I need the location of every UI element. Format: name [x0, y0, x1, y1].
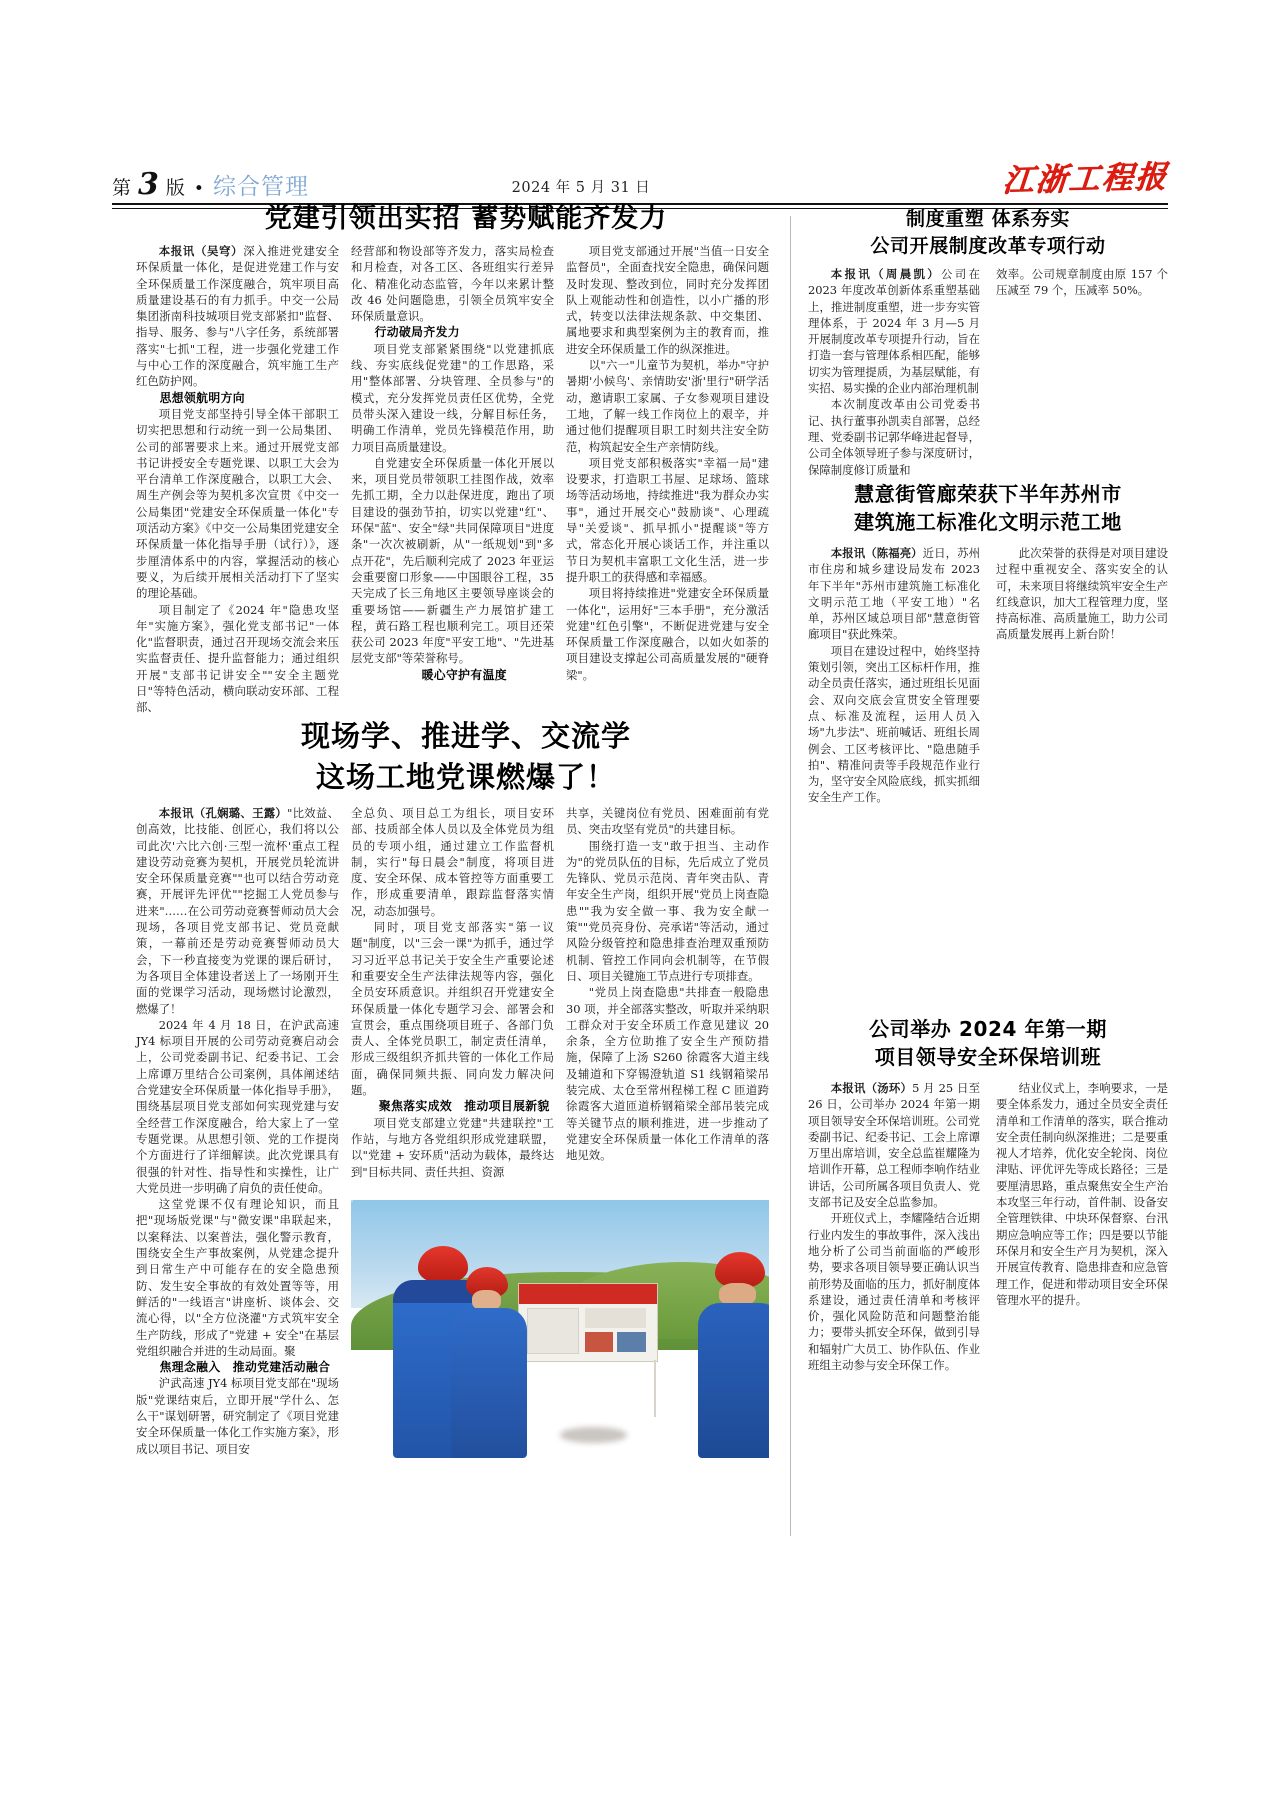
rail-article3-headline: [808, 1015, 1168, 1071]
rail-article1-body: [808, 266, 1168, 478]
paragraph: 这堂党课不仅有理论知识，而且把"现场版党课"与"微安课"串联起来，以案释法、以案普法，强化警示教育，围绕安全生产事故案例，从党建念提升到日常生产中可能存在的安全隐患预防、发生安全事故的有效处置等等，用鲜活的"一线语言"讲座析、谈体会、交流心得，以"全方位浇灌"方式筑牢安全生产防线，形成了"党建 + 安全"在基层党组织融合并进的生动局面。聚: [136, 1197, 339, 1358]
article2-headline-line1: 现场学、推进学、交流学: [300, 719, 631, 753]
byline: 本报讯（陈福亮）: [830, 546, 923, 560]
rail-article3-column-2: [996, 1080, 1168, 1373]
photo-red-helmet-a: [418, 1246, 468, 1282]
rail-article1-headline-line1: 制度重塑 体系夯实: [905, 208, 1070, 230]
article2-column-2: [351, 805, 554, 1195]
photo-display-board: [518, 1283, 658, 1362]
rail-article3-headline-line2: 项目领导安全环保培训班: [874, 1045, 1102, 1069]
photo-board-photo-2: [585, 1332, 613, 1352]
photo-worker-b-uniform: [451, 1308, 526, 1458]
paragraph: "党员上岗查隐患"共排查一般隐患 30 项，并全部落实整改，听取并采纳职工群众对于安全环质工作意见建议 20 余条，全方位助推了安全生产预防措施，保障了上汤 S260 徐霞客大道主线及辅道和下穿锡澄轨道 S1 线钢箱梁吊装完成、太仓至常州程梯工程 C 匝道跨徐霞客大道匝道桥钢箱梁全部吊装完成等关键节点的顺利推进，进一步推动了党建安全环保质量一体化工作清单的落地见效。: [566, 985, 769, 1163]
folio-separator-dot: •: [193, 179, 204, 199]
folio-suffix: 版: [165, 177, 185, 199]
article2-headline-line2: 这场工地党课燃爆了！: [315, 760, 616, 794]
paragraph: 项目党支部通过开展"当值一日安全监督员"，全面查找安全隐患，确保问题及时发现、整改到位，同时充分发挥团队上观能动性和创造性，以小广播的形式，转变以法律法规条款、中交集团、属地要求和典型案例为主的教育而，推进安全环保质量工作的纵深推进。: [566, 244, 769, 356]
article1-subhead-3: 暖心守护有温度: [421, 667, 507, 682]
paragraph: 围绕打造一支"敢于担当、主动作为"的党员队伍的目标，先后成立了党员先锋队、党员示范岗、青年突击队、青年安全生产岗，组织开展"党员上岗查隐患""我为安全做一事、我为安全献一策""党员亮身份、亮承诺"等活动，通过风险分级管控和隐患排查治理双重预防机制、管控工作同向会机制等，在节假日、项目关键施工节点进行专项排查。: [566, 838, 769, 983]
paragraph: 共享，关键岗位有党员、困难面前有党员、突击攻坚有党员"的共建目标。: [566, 806, 769, 837]
rail-article1-headline: [808, 206, 1168, 260]
rail-article2-column-1: [808, 545, 980, 806]
photo-board-leg-right: [654, 1360, 656, 1417]
paragraph: 效率。公司规章制度由原 157 个压减至 79 个，压减率 50%。: [996, 267, 1168, 298]
article1-column-2: [351, 243, 554, 693]
paragraph: 开班仪式上，李耀隆结合近期行业内发生的事故事件，深入浅出地分析了公司当前面临的严峻形势，要求各项目领导要正确认识当前形势及面临的压力，抓好制度体系建设，通过责任清单和考核评价，强化风险防范和问题整治能力；要带头抓安全环保，做到引导和辐射广大员工、协作队伍、作业班组主动参与安全环保工作。: [808, 1211, 980, 1373]
paragraph: 本次制度改革由公司党委书记、执行董事孙凯卖自部署，总经理、党委副书记郭华峰进起督导，公司全体领导班子参与深度研讨，保障制度修订质量和: [808, 397, 980, 477]
paragraph-text: 深入推进党建安全环保质量一体化，是促进党建工作与安全环保质量工作深度融合，筑牢项目高质量建设基石的有力抓手。中交一公局集团浙南科技城项目党支部紧扣"监督、指导、服务、参与"八字任务，系统部署落实"七抓"工程，进一步强化党建工作与中心工作的深度融合，筑牢施工生产红色防护网。: [136, 244, 339, 389]
paragraph: [136, 243, 339, 390]
paragraph: 2024 年 4 月 18 日，在沪武高速 JY4 标项目开展的公司劳动竞赛启动会上，公司党委副书记、纪委书记、工会上席谭万里结合公司案例，具体阐述结合党建安全环保质量一体化指导手册》，围绕基层项目党支部如何实现党建与安全经营工作深度融合，给大家上了一堂专题党课。从思想引领、党的工作提岗个方面进行了详细解读。此次党课具有很强的针对性、指导性和实操性，让广大党员进一步明确了肩负的责任使命。: [136, 1017, 339, 1195]
paragraph: [808, 545, 980, 643]
folio-prefix: 第: [112, 177, 132, 199]
masthead: [112, 148, 1168, 200]
rail-article3-body: [808, 1080, 1168, 1373]
paragraph-text: 公司在 2023 年度改革创新体系重塑基础上，推进制度重塑，进一步夯实管理体系，于 2024 年 3 月—5 月开展制度改革专项提升行动，旨在打造一套与管理体系相匹配，能够切实为管理提质，为基层赋能，有实招、易实操的企业内部治理机制: [808, 267, 980, 396]
paragraph-text: 近日，苏州市住房和城乡建设局发布 2023 年下半年"苏州市建筑施工标准化文明示范工地（平安工地）"名单，苏州区域总项目部"慧意街管廊项目"获此殊荣。: [808, 546, 980, 642]
photo-board-header: [519, 1284, 657, 1304]
photo-board-photo-1: [585, 1308, 646, 1328]
article1-headline: 党建引领出实招 蓄势赋能齐发力: [264, 203, 668, 234]
rail-article2-column-2: [996, 545, 1168, 806]
paragraph: 同时，项目党支部落实"第一议题"制度，以"三会一课"为抓手，通过学习习近平总书记关于安全生产重要论述和重要安全生产法律法规等内容，强化全员安环质意识。并组织召开党建安全环保质量一体化专题学习会、部署会和宣贯会，重点围绕项目班子、各部门负责人、全体党员职工，制定责任清单，形成三级组织齐抓共管的一体化工作局面，确保同频共振、同向发力解决问题。: [351, 920, 554, 1098]
article2-column-3: [566, 805, 769, 1195]
byline: 本报讯（吴穹）: [158, 244, 244, 258]
article2-column-1: [136, 805, 339, 1456]
section-name: 综合管理: [212, 174, 309, 200]
paragraph: 项目党支部坚持引导全体干部职工切实把思想和行动统一到一公局集团、公司的部署要求上来。通过开展党支部书记讲授安全专题党课、以职工大会为平台清单工作深度融合，以职工大会、周生产例会等为契机多次宣贯《中交一公局集团"党建安全环保质量一体化"专项活动方案》《中交一公局集团党建安全环保质量一体化指导手册（试行）》，逐步厘清体系中的内容，掌握活动的核心要义，为后续开展相关活动打下了坚实的理论基础。: [136, 406, 339, 601]
paragraph: 项目将持续推进"党建安全环保质量一体化"，运用好"三本手册"，充分激活党建"红色引擎"，不断促进党建与安全环保质量工作深度融合，以如火如荼的项目建设支撑起公司高质量发展的"硬脊梁"。: [566, 586, 769, 682]
rail-article2-headline-line1: 慧意街管廊荣获下半年苏州市: [854, 482, 1122, 506]
article1-column-1: [136, 243, 339, 715]
photo-scene: [351, 1200, 769, 1458]
paragraph: [136, 805, 339, 1017]
byline: 本报讯（周晨凯）: [830, 267, 942, 281]
paragraph: 自党建安全环保质量一体化开展以来，项目党员带领职工挂图作战，效率先抓工期，全力以赴保进度，跑出了项目建设的强劲节拍，切实以党建"红"、环保"蓝"、安全"绿"共同保障项目"进度条"一次次被刷新，从"一纸规划"到"多点开花"，先后顺利完成了 2023 年亚运会重要窗口形象——中国眼谷工程，35 天完成了长三角地区主要领导座谈会的重要场馆——新疆生产力展馆扩建工程，黄石路工程也顺利完工。项目还荣获公司 2023 年度"平安工地"、"先进基层党支部"等荣誉称号。: [351, 455, 554, 666]
article2-subhead-1: 焦理念融入 推动党建活动融合: [159, 1360, 331, 1375]
rail-article1-column-2: [996, 266, 1168, 478]
paragraph: 项目党支部积极落实"幸福一局"建设要求，打造职工书屋、足球场、篮球场等活动场地，持续推进"我为群众办实事"，通过开展交心"鼓励谈"、心理疏导"关爱谈"、抓早抓小"提醒谈"等方式，常态化开展心谈话工作，并注重以节日为契机丰富职工文化生活，进一步提升职工的获得感和幸福感。: [566, 455, 769, 584]
article1-subhead-2: 行动破局齐发力: [374, 325, 460, 340]
rail-article2-headline: [808, 480, 1168, 536]
photo-board-text-panel: [527, 1308, 579, 1353]
paragraph: 项目制定了《2024 年"隐患攻坚年"实施方案》，强化党支部书记"一体化"监督职责，通过召开现场交流会来压实监督责任、提升监督能力；通过组织开展"支部书记讲安全""安全主题党日"等特色活动，横向联动安环部、工程部、: [136, 602, 339, 715]
rail-article2-headline-line2: 建筑施工标准化文明示范工地: [854, 510, 1122, 534]
rail-article2-body: [808, 545, 1168, 806]
paragraph: 经营部和物设部等齐发力，落实局检查和月检查，对各工区、各班组实行差异化、精准化动态监管，今年以来累计整改 46 处问题隐患，引领全员筑牢安全环保质量意识。: [351, 244, 554, 324]
photo-worker-c-uniform: [698, 1303, 769, 1458]
article1-column-3: [566, 243, 769, 693]
paragraph: 结业仪式上，李响要求，一是要全体系发力，通过全员安全责任清单和工作清单的落实，联合推动安全责任制向纵深推进；二是要重视人才培养，优化安全轮岗、岗位津贴、评优评先等成长路径；三是要厘清思路，重点聚焦安全生产治本攻坚三年行动，首件制、设备安全管理铁律、中块环保督察、台汛期应急响应等工作；四是要以节能环保月和安全生产月为契机，深入开展宣传教育、隐患排查和应急管理工作，促进和带动项目安全环保管理水平的提升。: [996, 1081, 1168, 1307]
publication-date: 2024 年 5 月 31 日: [511, 180, 651, 196]
article2-headline: [136, 716, 796, 798]
paragraph: 全总负、项目总工为组长，项目安环部、技质部全体人员以及全体党员为组员的专项小组，通过建立工作监督机制，实行"每日晨会"制度，将项目进度、安全环保、成本管控等方面重要工作，形成重要清单，跟踪监督落实情况，动态加强号。: [351, 806, 554, 918]
paragraph: [808, 1080, 980, 1210]
paragraph: 此次荣誉的获得是对项目建设过程中重视安全、落实安全的认可，未来项目将继续筑牢安全生产红线意识，加大工程管理力度，坚持高标准、高质量施工，助力公司高质量发展再上新台阶！: [996, 546, 1168, 642]
paragraph: [808, 266, 980, 396]
paragraph: 沪武高速 JY4 标项目党支部在"现场版"党课结束后，立即开展"学什么、怎么干"谋划研署，研究制定了《项目党建安全环保质量一体化工作实施方案》，形成以项目书记、项目安: [136, 1376, 339, 1456]
paragraph-text: "比效益、创高效，比技能、创匠心，我们将以公司此次'六比六创·三型一流杯'重点工程建设劳动竞赛为契机，开展党员轮流讲安全环保质量竞赛""也可以结合劳动竞赛，开展评先评优""挖掘工人党员参与进来"……在公司劳动竞赛誓师动员大会现场，各项目党支部书记、党员竞献策，一幕前还是劳动竞赛誓师动员大会，下一秒直接变为党课的课后研讨，为各项目全体建设者送上了一场刚开生面的党课学习活动，现场燃讨论激烈，燃爆了！: [136, 806, 339, 1016]
photo-board-photo-3: [617, 1332, 646, 1352]
paragraph: 项目在建设过程中，始终坚持策划引领，突出工区标杆作用，推动全员责任落实，通过班组长见面会、双向交底会宣贯安全管理要点、标准及流程，运用人员入场"九步法"、班前喊话、班组长周例会、工区考核评比、"隐患随手拍"、精准问责等手段规范作业行为，坚守安全风险底线，抓实抓细安全生产工作。: [808, 643, 980, 805]
paragraph: 项目党支部建立党建"共建联控"工作站，与地方各党组织形成党建联盟，以"党建 + 安环质"活动为载体，最终达到"目标共同、责任共担、资源: [351, 1115, 554, 1179]
rail-divider: [790, 216, 791, 1536]
rail-article3-headline-line1: 公司举办 2024 年第一期: [869, 1017, 1107, 1041]
paragraph-text: 5 月 25 日至 26 日，公司举办 2024 年第一期项目领导安全环保培训班。公司党委副书记、纪委书记、工会上席谭万里出席培训，安全总监崔耀隆为培训作开幕，总工程师李响作结业讲话，公司所属各项目负责人、党支部书记及安全总监参加。: [808, 1081, 980, 1210]
article2-photo: [351, 1200, 769, 1458]
rail-article3-column-1: [808, 1080, 980, 1373]
byline: 本报讯（孔娴璐、王露）: [158, 806, 288, 820]
newspaper-nameplate: 江浙工程报: [1001, 158, 1170, 200]
paragraph: 以"六一"儿童节为契机，举办"守护暑期'小候鸟'、亲情助安'浙'里行"研学活动，邀请职工家属、子女参观项目建设工地，了解一线工作岗位上的艰辛，并通过他们提醒项目职工时刻共注安全防范，构筑起安全生产亲情防线。: [566, 358, 769, 454]
byline: 本报讯（汤环）: [830, 1081, 913, 1095]
photo-white-helmet: [351, 1200, 353, 1202]
rail-article1-headline-line2: 公司开展制度改革专项行动: [870, 235, 1106, 257]
article2-subhead-2: 聚焦落实成效 推动项目展新貌: [378, 1099, 550, 1114]
photo-shadow-center: [560, 1427, 627, 1442]
article1-subhead-1: 思想领航明方向: [159, 390, 245, 405]
paragraph: 项目党支部紧紧围绕"以党建抓底线、夯实底线促党建"的工作思路，采用"整体部署、分块管理、全员参与"的模式，充分发挥党员责任区优势，全党员带头深入建设一线，分解目标任务，明确工作清单，党员先锋模范作用，助力项目高质量建设。: [351, 341, 554, 454]
folio-number: 3: [138, 167, 159, 202]
rail-article1-column-1: [808, 266, 980, 478]
